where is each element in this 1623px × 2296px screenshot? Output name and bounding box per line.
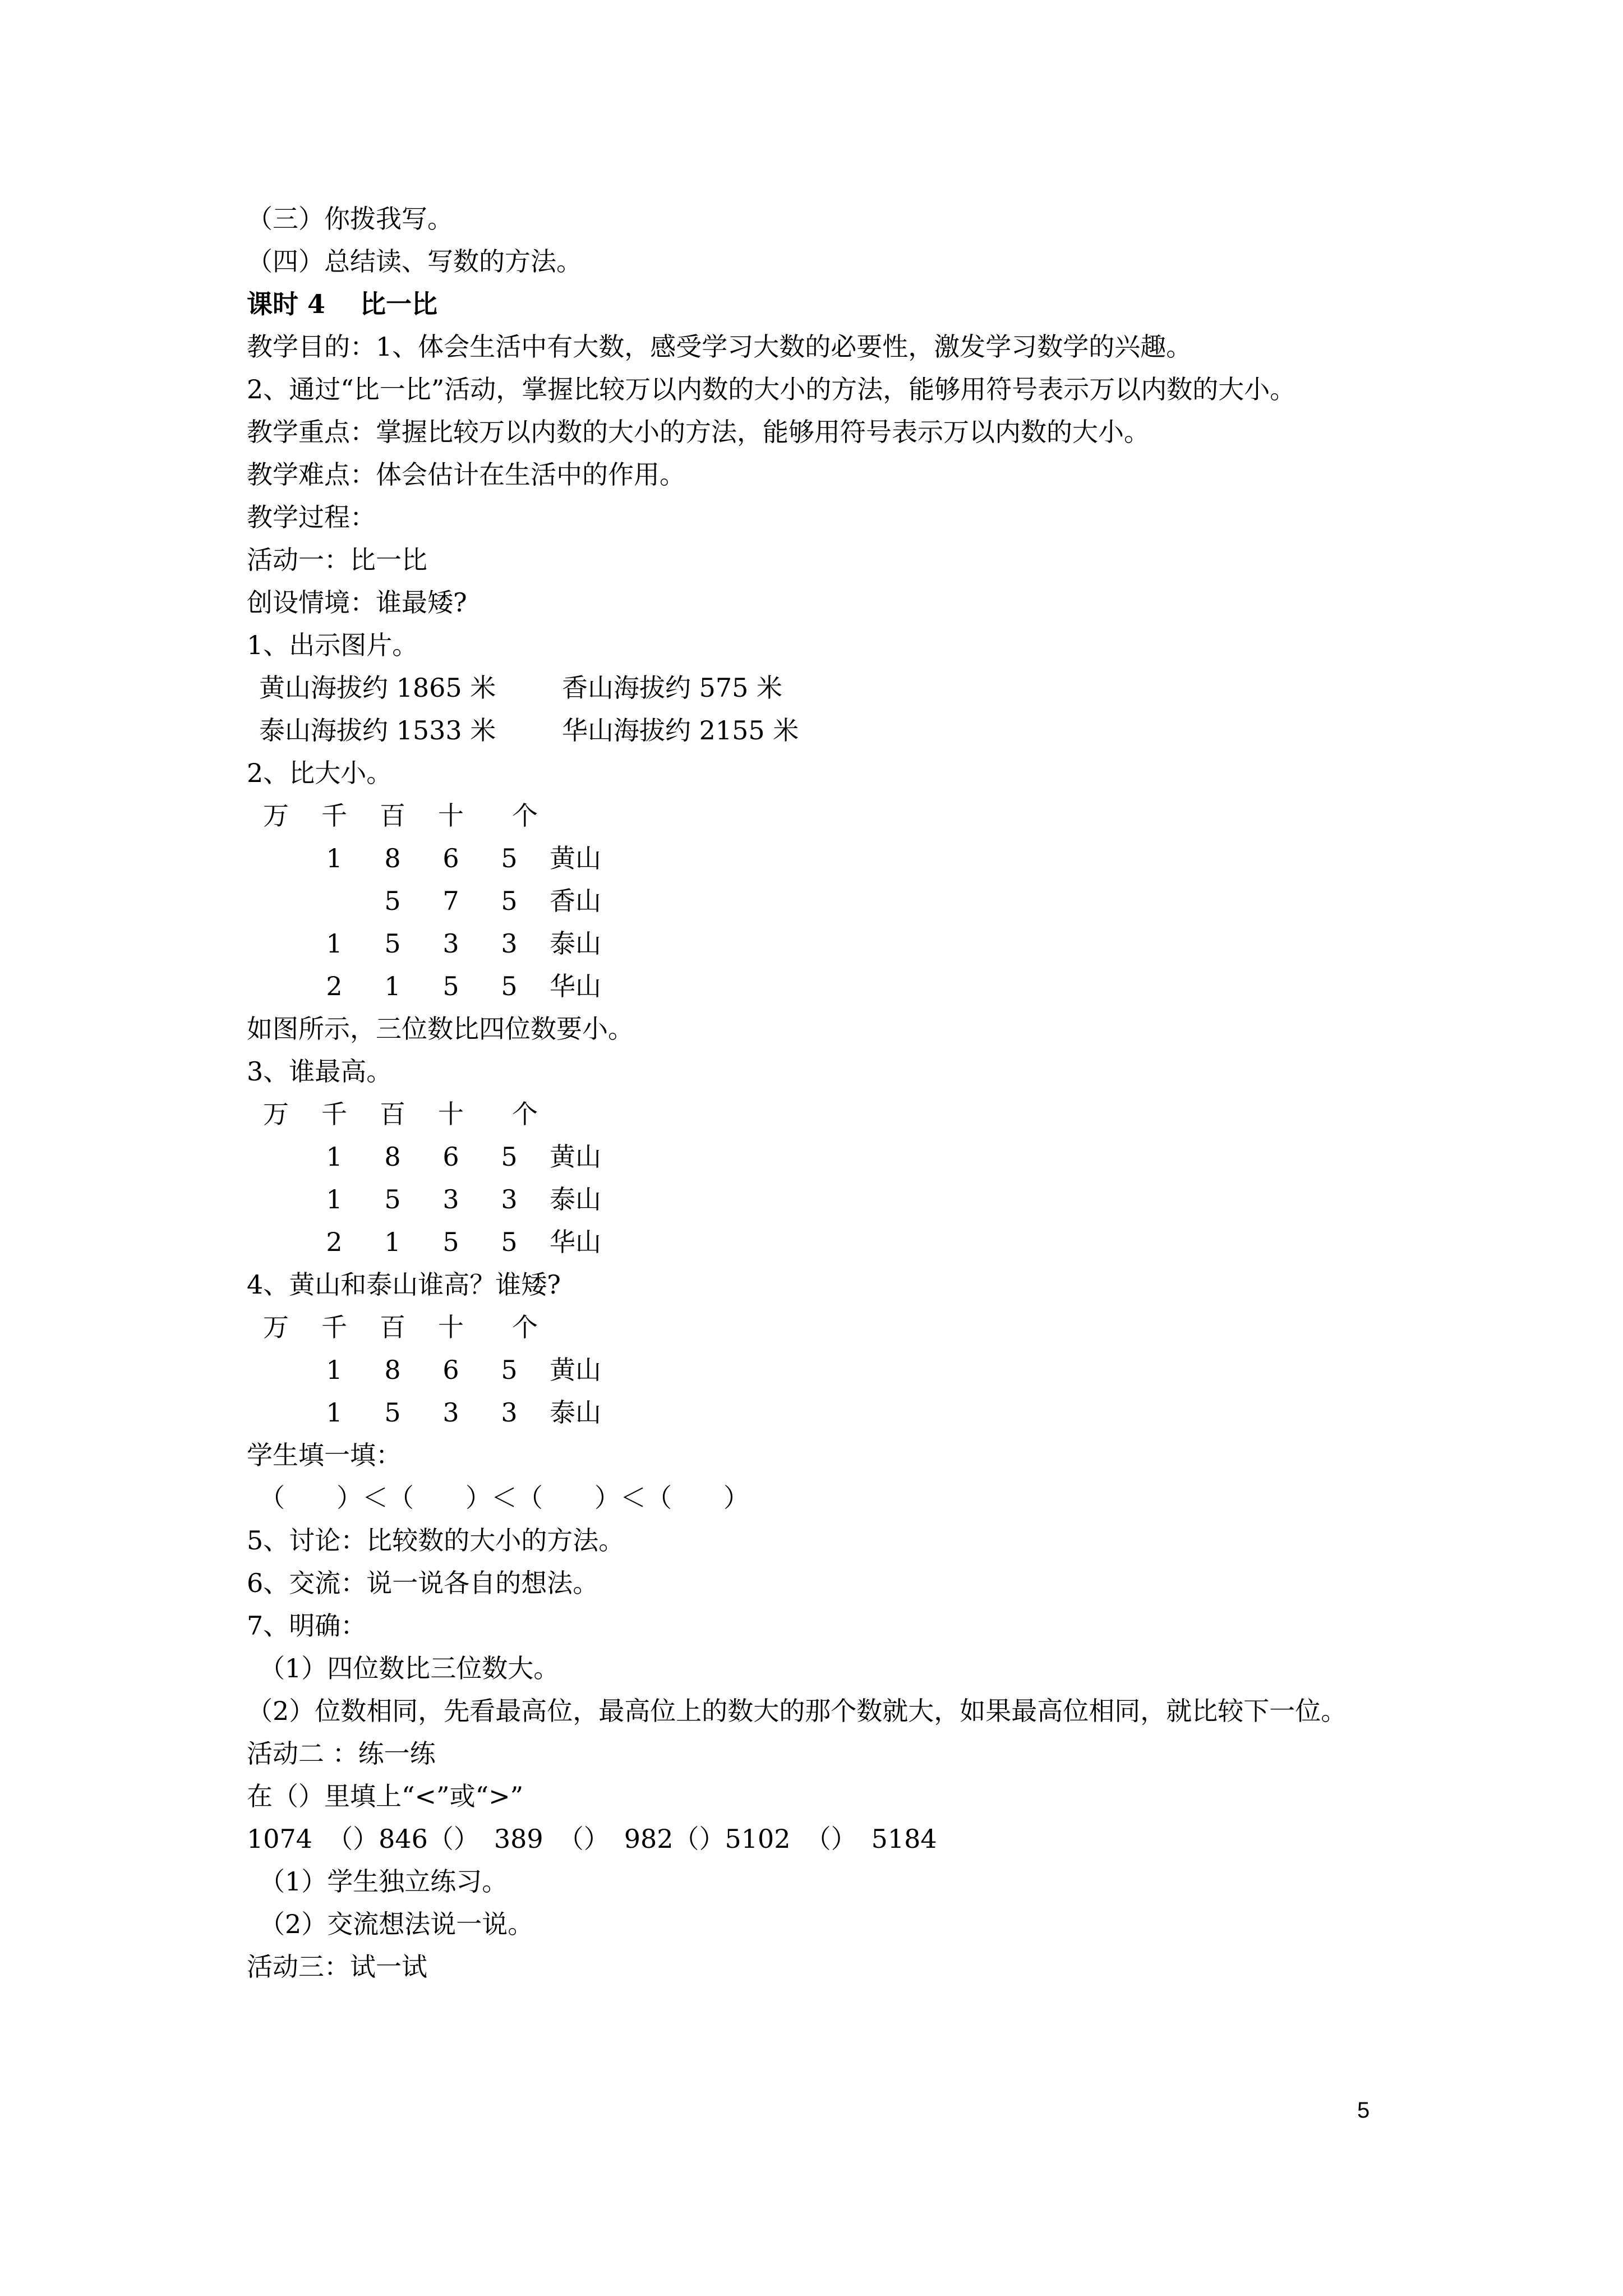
place-header: 十 [438, 1099, 464, 1129]
table-cell: 泰山 [550, 1184, 601, 1214]
place-header: 十 [438, 800, 464, 831]
table-cell [247, 965, 305, 1007]
page-content [247, 197, 1391, 1988]
place-header: 百 [380, 1099, 405, 1129]
table-cell: 5 [501, 1142, 518, 1172]
table-cell: 6 [442, 843, 459, 873]
table-cell: 1 [326, 843, 343, 873]
table-cell: 香山 [550, 886, 601, 916]
table-cell: 5 [384, 928, 401, 959]
place-header: 百 [380, 1312, 405, 1342]
table-cell: 黄山 [550, 1355, 601, 1385]
table-cell: 3 [442, 1397, 459, 1428]
practice-item: （） [805, 1824, 857, 1854]
practice-step-2: （2）交流想法说一说。 [259, 1909, 534, 1939]
step-1: 1、出示图片。 [247, 630, 418, 660]
step-4: 4、黄山和泰山谁高？谁矮? [247, 1269, 561, 1300]
activity-2-heading: 活动二 ：练一练 [247, 1738, 436, 1769]
rule-2: （2）位数相同，先看最高位，最高位上的数大的那个数就大，如果最高位相同，就比较下一位。 [247, 1696, 1347, 1726]
place-header: 个 [512, 1099, 538, 1129]
mountain-item: 黄山海拔约 1865 米 [259, 673, 496, 703]
table-cell [305, 880, 363, 922]
table-cell: 8 [384, 843, 401, 873]
table-cell: 5 [384, 886, 401, 916]
practice-item: 1074 [247, 1824, 313, 1854]
practice-item: 982（）5102 [624, 1824, 791, 1854]
activity-3-heading: 活动三：试一试 [247, 1952, 427, 1982]
place-header: 个 [512, 800, 538, 831]
place-header: 千 [321, 1312, 347, 1342]
lesson-title: 课时 4 比一比 [247, 289, 438, 319]
place-header: 万 [263, 800, 289, 831]
activity-1-heading: 活动一：比一比 [247, 545, 427, 575]
place-header: 个 [512, 1312, 538, 1342]
table-cell: 8 [384, 1142, 401, 1172]
table-cell: 5 [384, 1397, 401, 1428]
table-cell: 5 [501, 1355, 518, 1385]
table-cell: 5 [501, 971, 518, 1001]
note-1: 如图所示，三位数比四位数要小。 [247, 1014, 634, 1044]
practice-items [247, 1818, 1391, 1860]
table-cell [247, 1178, 305, 1221]
key-point: 教学重点：掌握比较万以内数的大小的方法，能够用符号表示万以内数的大小。 [247, 417, 1150, 447]
mountain-item: 香山海拔约 575 米 [562, 673, 783, 703]
place-value-table-3 [247, 1306, 1391, 1349]
table-cell: 6 [442, 1142, 459, 1172]
fill-in-heading: 学生填一填： [247, 1440, 402, 1470]
practice-item: （）846（） [327, 1824, 479, 1854]
table-cell: 5 [442, 971, 459, 1001]
table-cell [247, 837, 305, 880]
table-cell: 3 [501, 1184, 518, 1214]
practice-item: 5184 [871, 1824, 937, 1854]
place-value-table-2 [247, 1093, 1391, 1135]
step-6: 6、交流：说一说各自的想法。 [247, 1568, 599, 1598]
mountain-list [247, 666, 1391, 752]
table-3-rows [247, 1349, 1391, 1434]
table-cell: 华山 [550, 971, 601, 1001]
table-cell: 5 [384, 1184, 401, 1214]
place-header: 万 [263, 1099, 289, 1129]
table-cell: 1 [384, 971, 401, 1001]
place-header: 千 [321, 1099, 347, 1129]
table-cell: 1 [326, 928, 343, 959]
table-cell: 3 [442, 928, 459, 959]
step-3: 3、谁最高。 [247, 1056, 393, 1087]
place-header: 千 [321, 800, 347, 831]
table-cell: 1 [384, 1227, 401, 1257]
mountain-item: 泰山海拔约 1533 米 [259, 715, 496, 746]
table-cell: 6 [442, 1355, 459, 1385]
table-cell [247, 1221, 305, 1263]
step-7: 7、明确： [247, 1611, 367, 1641]
table-cell: 2 [326, 1227, 343, 1257]
step-2: 2、比大小。 [247, 758, 393, 788]
table-cell: 1 [326, 1355, 343, 1385]
table-cell: 泰山 [550, 928, 601, 959]
fill-in-blanks: （ ）＜（ ）＜（ ）＜（ ） [259, 1483, 749, 1513]
table-cell: 1 [326, 1397, 343, 1428]
table-cell [247, 1135, 305, 1178]
table-2-rows [247, 1135, 1391, 1263]
objective-2: 2、通过“比一比”活动，掌握比较万以内数的大小的方法，能够用符号表示万以内数的大小。 [247, 374, 1296, 404]
place-header: 百 [380, 800, 405, 831]
difficulty: 教学难点：体会估计在生活中的作用。 [247, 459, 685, 490]
step-5: 5、讨论：比较数的大小的方法。 [247, 1525, 625, 1556]
practice-step-1: （1）学生独立练习。 [259, 1866, 508, 1897]
table-cell: 黄山 [550, 1142, 601, 1172]
table-cell [247, 922, 305, 965]
table-cell: 5 [501, 843, 518, 873]
table-1-rows [247, 837, 1391, 1007]
table-cell: 5 [501, 886, 518, 916]
practice-instruction: 在（）里填上“<”或“>” [247, 1781, 524, 1811]
table-cell: 5 [501, 1227, 518, 1257]
practice-item: 389 [494, 1824, 543, 1854]
place-header: 万 [263, 1312, 289, 1342]
table-cell: 1 [326, 1142, 343, 1172]
table-cell [247, 1391, 305, 1434]
table-cell: 3 [501, 1397, 518, 1428]
text-line: （三）你拨我写。 [247, 204, 453, 234]
page-number: 5 [1357, 2098, 1370, 2123]
table-cell: 1 [326, 1184, 343, 1214]
text-line: （四）总结读、写数的方法。 [247, 246, 582, 277]
table-cell: 3 [442, 1184, 459, 1214]
table-cell [247, 1349, 305, 1391]
table-cell [247, 880, 305, 922]
table-cell: 5 [442, 1227, 459, 1257]
rule-1: （1）四位数比三位数大。 [259, 1653, 560, 1683]
practice-item: （） [557, 1824, 610, 1854]
mountain-item: 华山海拔约 2155 米 [562, 715, 799, 746]
table-cell: 8 [384, 1355, 401, 1385]
place-header: 十 [438, 1312, 464, 1342]
table-cell: 华山 [550, 1227, 601, 1257]
objective-1: 教学目的：1、体会生活中有大数，感受学习大数的必要性，激发学习数学的兴趣。 [247, 332, 1192, 362]
process-heading: 教学过程： [247, 502, 376, 532]
table-cell: 3 [501, 928, 518, 959]
table-cell: 黄山 [550, 843, 601, 873]
table-cell: 7 [442, 886, 459, 916]
table-cell: 2 [326, 971, 343, 1001]
table-cell: 泰山 [550, 1397, 601, 1428]
place-value-table-1 [247, 794, 1391, 837]
scenario: 创设情境：谁最矮? [247, 587, 467, 618]
